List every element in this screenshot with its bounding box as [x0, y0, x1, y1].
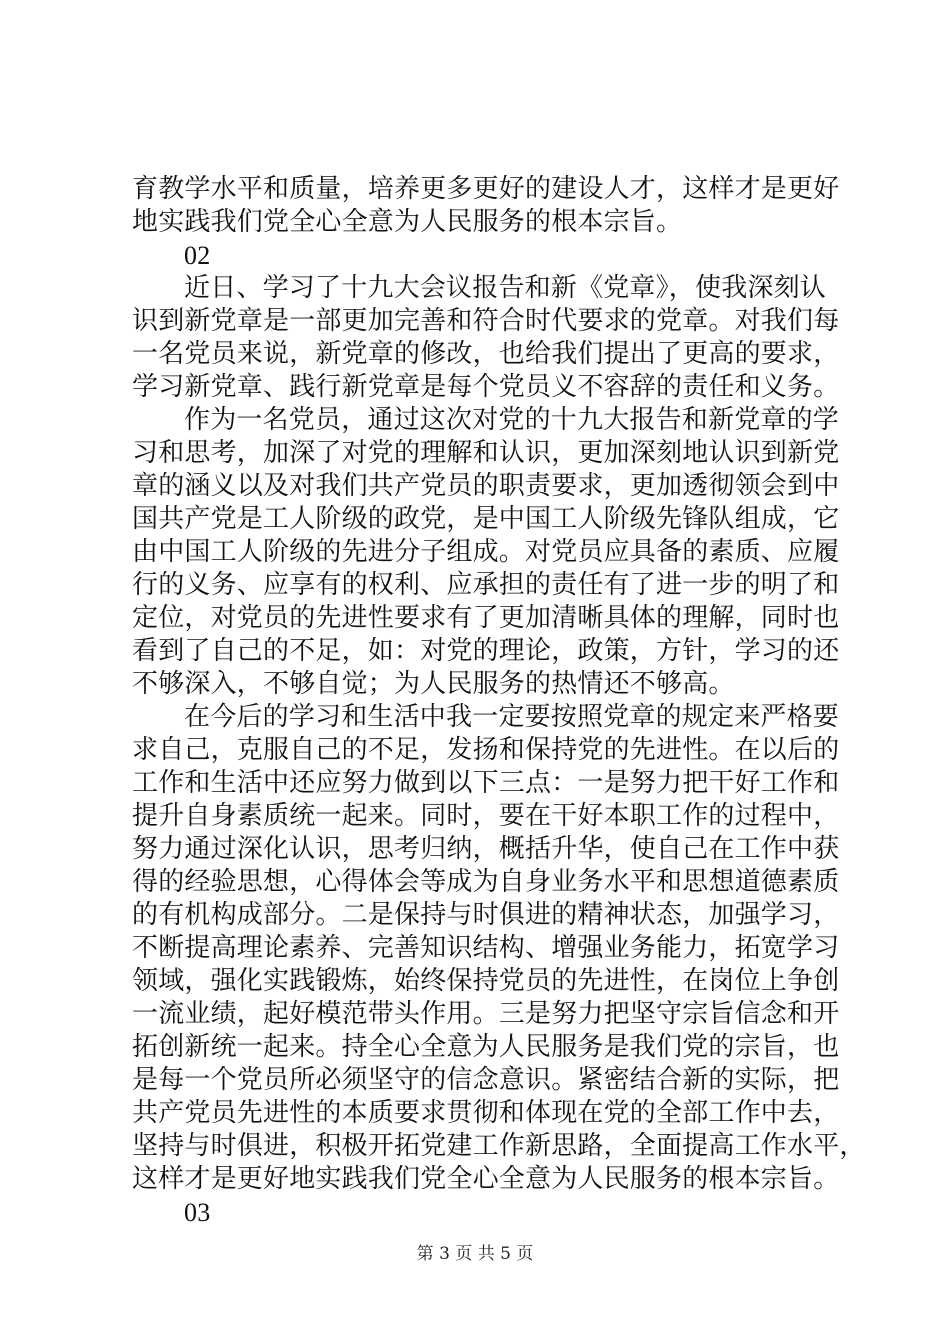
text-line: 一流业绩，起好模范带头作用。三是努力把坚守宗旨信念和开	[132, 999, 840, 1029]
text-line: 一名党员来说，新党章的修改，也给我们提出了更高的要求，	[132, 339, 840, 369]
text-line: 学习新党章、践行新党章是每个党员义不容辞的责任和义务。	[132, 372, 840, 402]
text-line: 是每一个党员所必须坚守的信念意识。紧密结合新的实际，把	[132, 1065, 840, 1095]
text-line: 努力通过深化认识，思考归纳，概括升华，使自己在工作中获	[132, 834, 840, 864]
text-line: 提升自身素质统一起来。同时，要在干好本职工作的过程中，	[132, 801, 840, 831]
text-line: 领域，强化实践锻炼，始终保持党员的先进性，在岗位上争创	[132, 966, 840, 996]
text-line: 习和思考，加深了对党的理解和认识，更加深刻地认识到新党	[132, 438, 840, 468]
text-line: 在今后的学习和生活中我一定要按照党章的规定来严格要	[184, 702, 840, 732]
text-line: 章的涵义以及对我们共产党员的职责要求，更加透彻领会到中	[132, 471, 840, 501]
text-line: 行的义务、应享有的权利、应承担的责任有了进一步的明了和	[132, 570, 840, 600]
text-line: 定位，对党员的先进性要求有了更加清晰具体的理解，同时也	[132, 603, 840, 633]
text-line: 国共产党是工人阶级的政党，是中国工人阶级先锋队组成，它	[132, 504, 840, 534]
document-body	[132, 173, 866, 1229]
text-line: 地实践我们党全心全意为人民服务的根本宗旨。	[132, 207, 683, 237]
text-line: 作为一名党员，通过这次对党的十九大报告和新党章的学	[184, 405, 840, 435]
text-line: 不够深入，不够自觉；为人民服务的热情还不够高。	[132, 669, 735, 699]
text-line: 由中国工人阶级的先进分子组成。对党员应具备的素质、应履	[132, 537, 840, 567]
page-footer: 第 3 页 共 5 页	[416, 1244, 534, 1264]
text-line: 不断提高理论素养、完善知识结构、增强业务能力，拓宽学习	[132, 933, 840, 963]
text-line: 求自己，克服自己的不足，发扬和保持党的先进性。在以后的	[132, 735, 840, 765]
text-line: 拓创新统一起来。持全心全意为人民服务是我们党的宗旨，也	[132, 1032, 840, 1062]
text-line: 共产党员先进性的本质要求贯彻和体现在党的全部工作中去，	[132, 1098, 840, 1128]
section-number: 03	[184, 1198, 211, 1227]
text-line: 工作和生活中还应努力做到以下三点：一是努力把干好工作和	[132, 768, 840, 798]
text-line: 的有机构成部分。二是保持与时俱进的精神状态，加强学习，	[132, 900, 840, 930]
text-line: 育教学水平和质量，培养更多更好的建设人才，这样才是更好	[132, 174, 840, 204]
text-line: 识到新党章是一部更加完善和符合时代要求的党章。对我们每	[132, 306, 840, 336]
section-number: 02	[184, 241, 211, 270]
text-line: 近日、学习了十九大会议报告和新《党章》，使我深刻认	[184, 273, 827, 303]
text-line: 得的经验思想，心得体会等成为自身业务水平和思想道德素质	[132, 867, 840, 897]
text-line: 这样才是更好地实践我们党全心全意为人民服务的根本宗旨。	[132, 1164, 840, 1194]
text-line: 坚持与时俱进，积极开拓党建工作新思路，全面提高工作水平，	[132, 1131, 866, 1161]
text-line: 看到了自己的不足，如：对党的理论，政策，方针，学习的还	[132, 636, 840, 666]
